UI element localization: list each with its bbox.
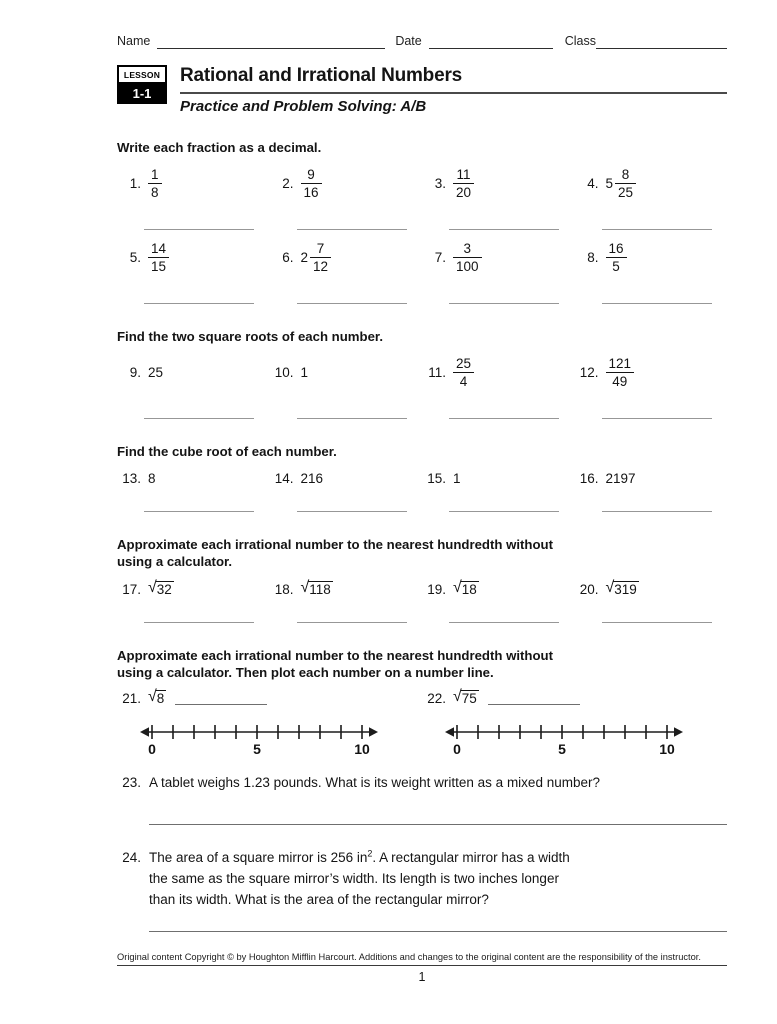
numerator: 3 [453, 241, 482, 258]
answer-blank-cell [270, 621, 423, 623]
problem-number: 23. [122, 775, 141, 790]
problem [575, 471, 728, 486]
problem-number: 3. [434, 176, 446, 191]
problem-number: 17. [122, 581, 141, 597]
answer-blank-cell [575, 621, 728, 623]
answer-blank-cell [270, 302, 423, 304]
problem-value: 216 [300, 471, 324, 486]
problem-row [117, 471, 727, 486]
answer-blank [144, 302, 254, 304]
worksheet-section [117, 328, 727, 419]
answer-blank-cell [117, 302, 270, 304]
mixed-number [301, 241, 332, 274]
lesson-header [117, 65, 727, 115]
answer-blank-cell [117, 621, 270, 623]
square-root-expression [606, 581, 639, 597]
answer-blank-cell [117, 510, 270, 512]
problem-number: 18. [274, 581, 294, 597]
number-line-tick-label: 5 [558, 741, 566, 757]
answer-blank-cell [117, 228, 270, 230]
answer-blank-cell [422, 417, 575, 419]
problem-number: 24. [122, 850, 141, 865]
problem [117, 471, 270, 486]
answer-blank [149, 930, 727, 932]
fraction [615, 167, 636, 200]
numerator: 16 [606, 241, 627, 258]
square-root-expression [148, 690, 166, 706]
problem [270, 581, 423, 597]
square-root-expression [148, 581, 174, 597]
lesson-titles [180, 65, 727, 115]
answer-blank [297, 621, 407, 623]
fraction [453, 356, 474, 389]
problem-value: 2197 [605, 471, 636, 486]
numerator: 1 [148, 167, 162, 184]
problem [422, 690, 727, 706]
lesson-badge [117, 65, 167, 115]
problem-number: 12. [579, 365, 599, 380]
answer-blank-cell [575, 417, 728, 419]
page-subtitle: Practice and Problem Solving: A/B [180, 98, 427, 115]
mixed-number [606, 167, 637, 200]
answer-blank-cell [117, 417, 270, 419]
problem-number: 2. [282, 176, 294, 191]
radicand: 75 [461, 691, 477, 706]
radicand: 319 [614, 582, 637, 597]
plot-section [117, 647, 727, 758]
problem-number: 14. [274, 471, 294, 486]
answer-blank [449, 510, 559, 512]
answer-blank-row [117, 510, 727, 512]
left-arrow-icon [445, 727, 454, 737]
fraction [606, 356, 635, 389]
problem [117, 581, 270, 597]
problem [422, 471, 575, 486]
problem-number: 16. [579, 471, 599, 486]
denominator: 16 [303, 185, 319, 200]
problem-value: 25 [148, 365, 164, 380]
class-label: Class [564, 34, 596, 48]
radical-sign-icon: √ [148, 688, 157, 705]
radical-sign-icon: √ [453, 688, 462, 705]
problem [422, 581, 575, 597]
answer-blank [149, 823, 727, 825]
problem-number: 13. [122, 471, 141, 486]
problem-number: 5. [129, 250, 141, 265]
problem-value: 1 [453, 471, 461, 486]
copyright-notice: Original content Copyright © by Houghton Mifflin Harcourt. Additions and changes to the original content are the responsibility of the instructor. [117, 952, 701, 962]
answer-blank [602, 228, 712, 230]
answer-blank [144, 621, 254, 623]
answer-blank [602, 510, 712, 512]
problem-text-line1: The area of a square mirror is 256 in [149, 850, 368, 865]
name-fill-line [157, 36, 385, 49]
numerator: 8 [615, 167, 636, 184]
answer-blank-row [117, 302, 727, 304]
radicand: 118 [309, 582, 331, 597]
problem [270, 167, 423, 200]
answer-blank [144, 510, 254, 512]
problem [575, 167, 728, 200]
problem [422, 167, 575, 200]
problem-number: 15. [427, 471, 446, 486]
denominator: 8 [151, 185, 159, 200]
problem [575, 581, 728, 597]
superscript-exponent: 2 [367, 848, 373, 859]
fraction [301, 167, 322, 200]
fraction [606, 241, 627, 274]
answer-blank-cell [270, 228, 423, 230]
number-line-tick-label: 0 [148, 741, 156, 757]
problem-number: 20. [579, 581, 599, 597]
date-fill-line [429, 36, 553, 49]
word-problem-23 [117, 772, 727, 825]
word-problem-24 [117, 847, 727, 932]
answer-blank [144, 228, 254, 230]
answer-blank [602, 302, 712, 304]
radical-sign-icon: √ [453, 579, 462, 596]
fraction [148, 241, 169, 274]
problem-text-line1-cont: . A rectangular mirror has a width [372, 850, 570, 865]
number-line-row [117, 718, 727, 758]
fraction [453, 167, 474, 200]
problem-row [117, 167, 727, 200]
problem-number: 7. [434, 250, 446, 265]
denominator: 100 [456, 259, 479, 274]
date-label: Date [395, 34, 422, 48]
whole-number: 2 [300, 250, 309, 265]
denominator: 15 [151, 259, 167, 274]
answer-blank-cell [422, 302, 575, 304]
problem-value: 8 [148, 471, 156, 486]
problem [117, 690, 422, 706]
answer-blank-cell [422, 228, 575, 230]
answer-blank-cell [575, 510, 728, 512]
answer-blank [297, 302, 407, 304]
section-instruction: Find the cube root of each number. [117, 444, 337, 459]
problem-row [117, 581, 727, 597]
problem-body [149, 772, 727, 825]
problem [117, 356, 270, 389]
number-line [444, 718, 684, 758]
square-root-expression [301, 581, 333, 597]
problem-number: 11. [428, 365, 446, 380]
right-arrow-icon [674, 727, 683, 737]
answer-blank [297, 510, 407, 512]
problem [422, 241, 575, 274]
fraction [606, 356, 635, 389]
problem-number: 8. [587, 250, 599, 265]
problem [117, 167, 270, 200]
whole-number: 5 [605, 176, 614, 191]
name-label: Name [117, 34, 151, 48]
answer-blank-cell [270, 417, 423, 419]
problem-number: 21. [122, 690, 141, 706]
page-footer [117, 952, 727, 984]
problem [575, 241, 728, 274]
answer-blank [602, 621, 712, 623]
square-root-expression [453, 690, 479, 706]
answer-blank-cell [422, 621, 575, 623]
problem-row [117, 241, 727, 274]
problem [270, 356, 423, 389]
numerator: 11 [453, 167, 474, 184]
fraction [453, 167, 474, 200]
fraction [453, 356, 474, 389]
problem-text: A tablet weighs 1.23 pounds. What is its weight written as a mixed number? [149, 775, 600, 790]
radicand: 18 [461, 582, 477, 597]
right-arrow-icon [369, 727, 378, 737]
denominator: 12 [313, 259, 329, 274]
header-fill-in-row [117, 34, 727, 49]
answer-blank [449, 228, 559, 230]
fraction [453, 241, 482, 274]
answer-blank-cell [422, 510, 575, 512]
worksheet-section [117, 139, 727, 304]
lesson-badge-label: LESSON [117, 65, 167, 84]
fraction [148, 167, 162, 200]
answer-blank [144, 417, 254, 419]
answer-blank-row [117, 417, 727, 419]
problem-text-line2: the same as the square mirror’s width. Its length is two inches longer [149, 871, 559, 886]
section-instruction: Write each fraction as a decimal. [117, 140, 322, 155]
problem-number: 4. [587, 176, 599, 191]
answer-blank [602, 417, 712, 419]
number-line-tick-label: 10 [659, 741, 675, 757]
class-fill-line [596, 36, 727, 49]
problem-number: 9. [129, 365, 141, 380]
problem-row [117, 356, 727, 389]
radical-sign-icon: √ [300, 579, 310, 596]
number-line-tick-label: 10 [354, 741, 370, 757]
answer-blank [449, 621, 559, 623]
problem-body [149, 847, 727, 932]
problem-number: 1. [129, 176, 141, 191]
problem [270, 241, 423, 274]
numerator: 25 [453, 356, 474, 373]
worksheet-section [117, 536, 727, 623]
denominator: 49 [612, 374, 628, 389]
radicand: 8 [156, 691, 165, 706]
answer-blank-cell [575, 228, 728, 230]
fraction [453, 241, 482, 274]
answer-blank [297, 228, 407, 230]
square-root-expression [453, 581, 479, 597]
plot-problem-row [117, 690, 727, 706]
number-line [139, 718, 379, 758]
page-number: 1 [418, 970, 426, 984]
radicand: 32 [156, 582, 172, 597]
problem-value: 1 [300, 365, 309, 380]
section-instruction: Approximate each irrational number to the nearest hundredth without using a calculator. Then plot each number on a number line. [117, 648, 553, 680]
denominator: 20 [456, 185, 472, 200]
problem-number: 6. [282, 250, 294, 265]
problem [575, 356, 728, 389]
answer-blank [488, 691, 580, 705]
denominator: 4 [459, 374, 468, 389]
radical-sign-icon: √ [148, 579, 157, 596]
left-arrow-icon [140, 727, 149, 737]
fraction [310, 241, 331, 274]
fraction [301, 167, 322, 200]
numerator: 14 [148, 241, 169, 258]
lesson-badge-number: 1-1 [117, 84, 167, 104]
page-title: Rational and Irrational Numbers [180, 65, 727, 94]
denominator: 25 [618, 185, 634, 200]
answer-blank [297, 417, 407, 419]
numerator: 7 [310, 241, 331, 258]
number-line-tick-label: 0 [453, 741, 461, 757]
section-instruction: Approximate each irrational number to the nearest hundredth without using a calculator. [117, 537, 553, 569]
numerator: 121 [606, 356, 635, 373]
sections-container [117, 139, 727, 758]
number-line-tick-label: 5 [253, 741, 261, 757]
answer-blank-cell [575, 302, 728, 304]
answer-blank-row [117, 228, 727, 230]
footer-rule [117, 965, 727, 966]
numerator: 9 [301, 167, 322, 184]
problem-number: 19. [427, 581, 446, 597]
fraction [148, 167, 162, 200]
answer-blank [449, 417, 559, 419]
fraction [148, 241, 169, 274]
problem [270, 471, 423, 486]
problem-number: 10. [274, 365, 294, 380]
worksheet-section [117, 443, 727, 512]
section-instruction: Find the two square roots of each number. [117, 329, 383, 344]
problem [422, 356, 575, 389]
answer-blank-cell [270, 510, 423, 512]
problem-text-line3: than its width. What is the area of the rectangular mirror? [149, 892, 489, 907]
denominator: 5 [612, 259, 620, 274]
fraction [606, 241, 627, 274]
problem [117, 241, 270, 274]
radical-sign-icon: √ [605, 579, 615, 596]
answer-blank-row [117, 621, 727, 623]
answer-blank [175, 691, 267, 705]
answer-blank [449, 302, 559, 304]
problem-number: 22. [427, 690, 446, 706]
